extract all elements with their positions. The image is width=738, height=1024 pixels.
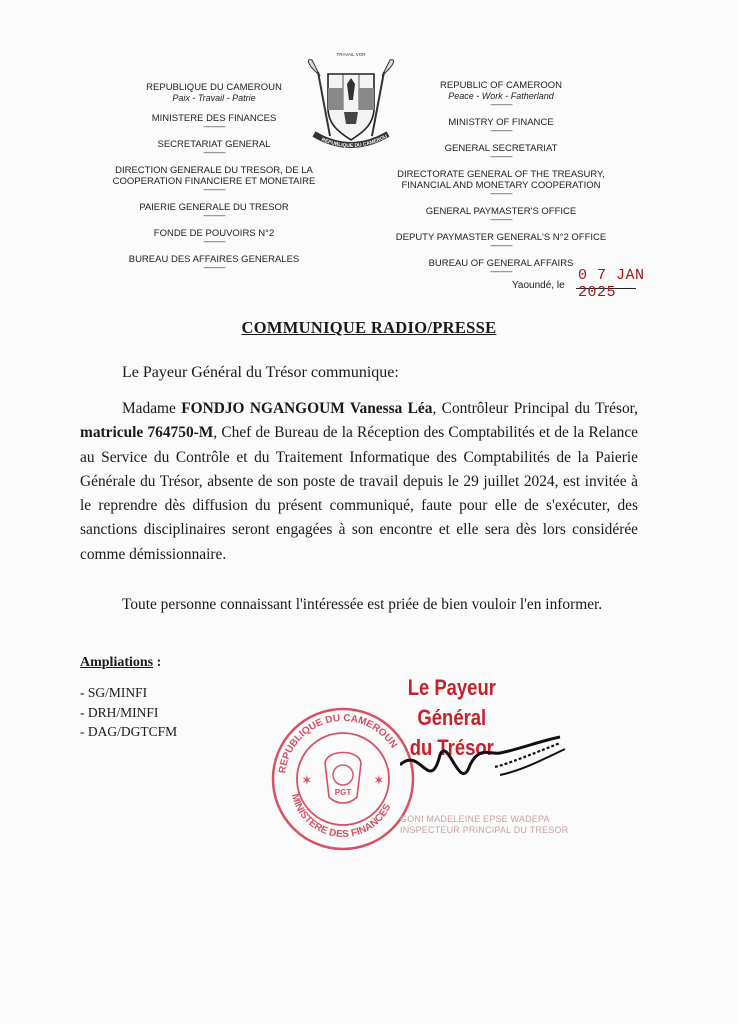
ampliation-item: - DAG/DGTCFM [80, 724, 178, 739]
seal-outer-text [277, 713, 399, 774]
header-left-fonde: FONDE DE POUVOIRS N°2 [153, 228, 275, 239]
header-right-secretariat: GENERAL SECRETARIAT [444, 143, 558, 154]
header-left-directorate: DIRECTION GENERALE DU TRESOR, DE LA COOPERATION FINANCIERE ET MONETAIRE [112, 165, 316, 187]
body-paragraph [80, 397, 638, 567]
divider: ------------- [490, 100, 512, 109]
body-prefix: Madame [122, 400, 182, 417]
shield-scales-icon [344, 112, 358, 124]
date-stamp: 0 7 JAN 2025 [578, 267, 645, 301]
employee-name: FONDJO NGANGOUM Vanessa Léa [181, 400, 433, 417]
ampliations-colon: : [153, 655, 162, 670]
header-right-deputy: DEPUTY PAYMASTER GENERAL'S N°2 OFFICE [395, 232, 607, 243]
date-label: Yaoundé, le [512, 280, 565, 291]
handwritten-signature [400, 705, 580, 815]
document-title: COMMUNIQUE RADIO/PRESSE [241, 318, 497, 337]
seal-center-text: PGT [334, 788, 352, 797]
seal-star-icon: ✶ [373, 774, 385, 789]
header-left-ministry: MINISTERE DES FINANCES [151, 113, 277, 124]
divider: ------------- [203, 263, 225, 272]
divider: ------------- [203, 185, 225, 194]
ampliations-label: Ampliations [80, 655, 154, 670]
seal-bottom-textpath: MINISTERE DES FINANCES [288, 792, 394, 841]
emblem-top-text: TRAVAIL VOR [336, 52, 366, 57]
intro-line: Le Payeur Général du Trésor communique: [122, 364, 399, 381]
signer-title-line1: Le Payeur Général [407, 675, 496, 730]
body-part2: , Contrôleur Principal du Trésor, [432, 400, 638, 417]
divider: ------------- [490, 126, 512, 135]
divider: ------------- [490, 215, 512, 224]
header-right-paymaster: GENERAL PAYMASTER'S OFFICE [425, 206, 577, 217]
header-left-bureau: BUREAU DES AFFAIRES GENERALES [128, 254, 300, 265]
header-left-secretariat: SECRETARIAT GENERAL [157, 139, 271, 150]
ampliations-heading [80, 655, 161, 671]
divider: ------------- [203, 211, 225, 220]
divider: ------------- [490, 189, 512, 198]
seal-center-emblem-icon [333, 765, 353, 785]
header-left-country: REPUBLIQUE DU CAMEROUN [146, 82, 282, 93]
divider: ------------- [203, 148, 225, 157]
shield-band-right [359, 88, 374, 110]
shield-band-left [328, 88, 343, 110]
seal-star-icon: ✶ [301, 774, 313, 789]
signer-name-line2: INSPECTEUR PRINCIPAL DU TRESOR [400, 825, 569, 835]
seal-outer-textpath: REPUBLIQUE DU CAMEROUN [277, 712, 400, 775]
employee-matricule: matricule 764750-M [80, 424, 214, 442]
header-right-country: REPUBLIC OF CAMEROON [440, 80, 562, 91]
signature-stroke [400, 737, 560, 774]
divider: ------------- [490, 267, 512, 276]
signer-name-line1: GONI MADELEINE EPSE WADEPA [400, 814, 550, 824]
ampliation-item: - DRH/MINFI [80, 704, 159, 720]
date-line [512, 267, 690, 301]
divider: ------------- [203, 122, 225, 131]
header-right-motto: Peace - Work - Fatherland [448, 91, 554, 101]
ampliations-list [80, 683, 177, 742]
header-left-motto: Paix - Travail - Patrie [172, 93, 256, 103]
divider: ------------- [490, 152, 512, 161]
closing-paragraph [80, 593, 638, 617]
ampliation-item: - SG/MINFI [80, 685, 148, 700]
header-left [100, 82, 328, 271]
header-right [382, 80, 620, 275]
body-part3: , Chef de Bureau de la Réception des Comptabilités et de la Relance au Service du Contrôle et du Traitement Informatique des Comptabilités de la Paierie Générale du Trésor, absente de son poste de travail depuis le 29 juillet 2024, est invitée à le reprendre dès diffusion du présent communiqué, faute pour elle de s'exécuter, des sanctions disciplinaires seront engagées à son encontre et elle sera dès lors considérée comme démissionnaire. [80, 424, 639, 563]
header-right-bureau: BUREAU OF GENERAL AFFAIRS [428, 258, 574, 269]
official-seal-stamp [265, 705, 421, 853]
header-left-paierie: PAIERIE GENERALE DU TRESOR [139, 202, 289, 213]
signer-name-stamp [400, 814, 580, 836]
divider: ------------- [490, 241, 512, 250]
seal-outer-ring [273, 709, 413, 849]
closing-text: Toute personne connaissant l'intéressée est priée de bien vouloir l'en informer. [122, 596, 603, 613]
signer-title-line2: du Trésor [409, 735, 494, 760]
emblem-bottom-text: REPUBLIQUE DU CAMEROU [320, 133, 389, 150]
header-right-ministry: MINISTRY OF FINANCE [448, 117, 554, 128]
seal-bottom-text [289, 793, 394, 841]
header-right-directorate: DIRECTORATE GENERAL OF THE TREASURY, FINANCIAL AND MONETARY COOPERATION [397, 169, 605, 191]
divider: ------------- [203, 237, 225, 246]
